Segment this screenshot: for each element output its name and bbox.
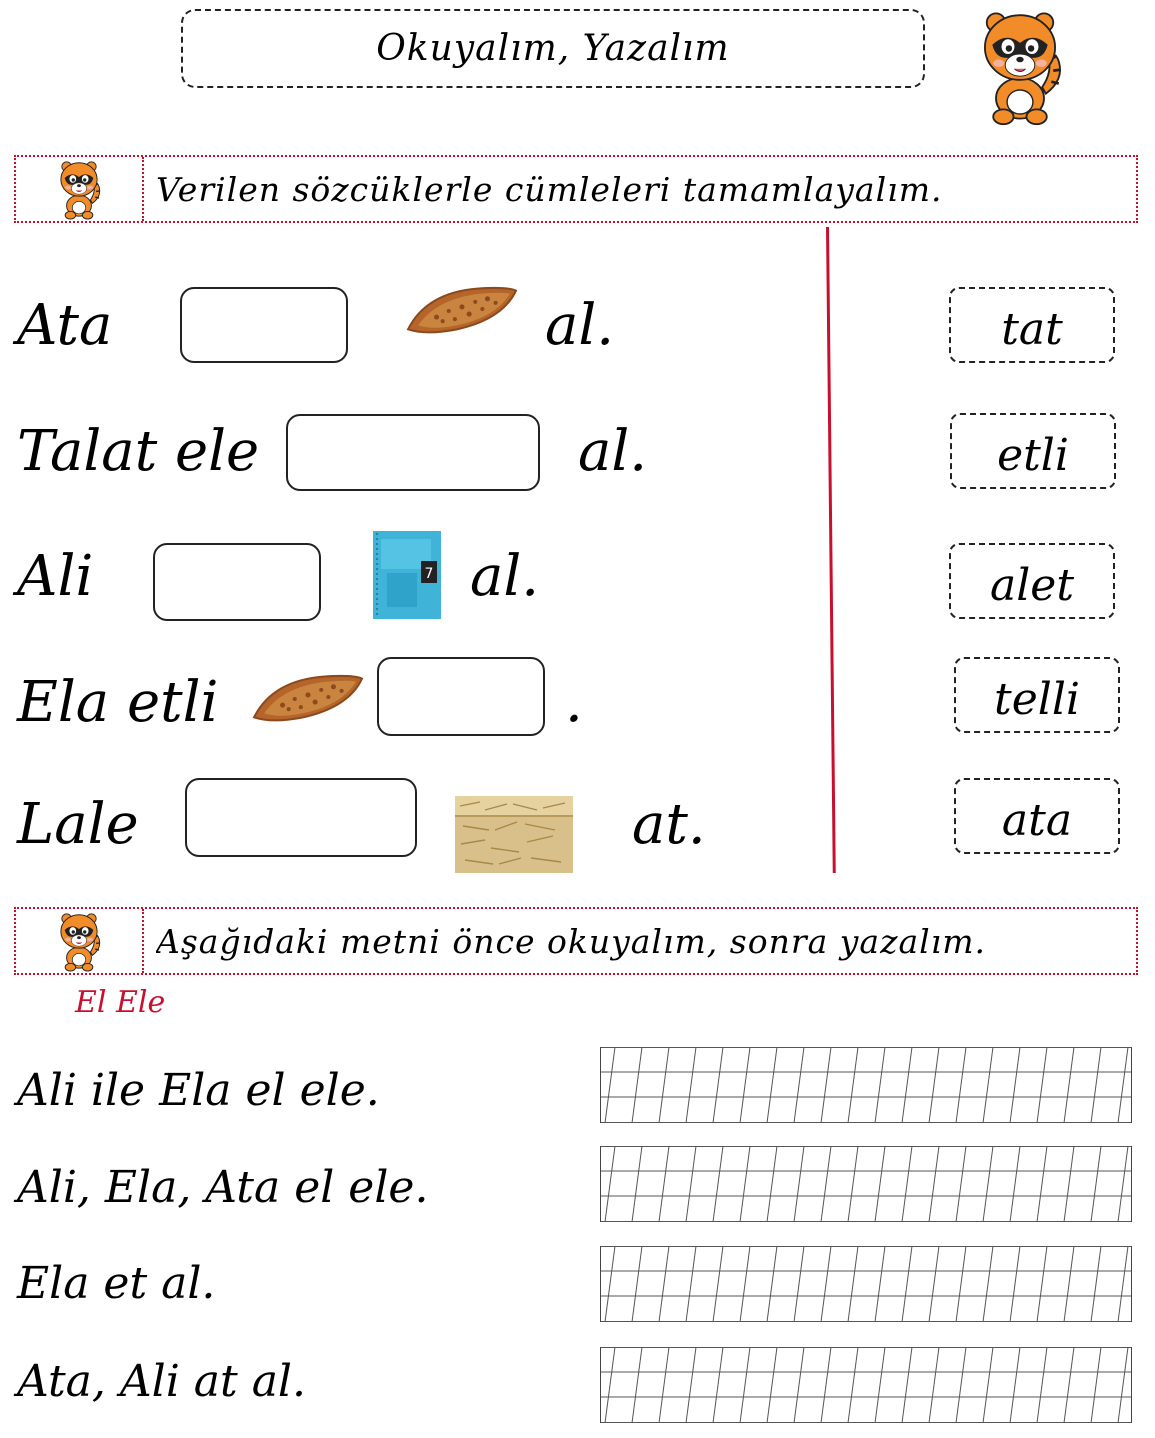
sentence-4-start: Ela etli	[17, 670, 219, 735]
writing-grid[interactable]	[600, 1246, 1132, 1322]
instruction-banner-2	[14, 907, 1138, 975]
raccoon-mascot-icon	[16, 157, 144, 221]
word-bank-item[interactable]: etli	[950, 413, 1116, 489]
sentence-3-end: al.	[470, 544, 540, 609]
sentence-5-start: Lale	[17, 792, 139, 857]
story-line: Ali, Ela, Ata el ele.	[17, 1162, 429, 1213]
word-bank-item[interactable]: telli	[954, 657, 1120, 733]
story-title: El Ele	[75, 985, 166, 1020]
pide-bread-icon	[252, 670, 364, 726]
sentence-3-start: Ali	[17, 544, 94, 609]
writing-grid[interactable]	[600, 1146, 1132, 1222]
instruction-text: Verilen sözcüklerle cümleleri tamamlayalım.	[156, 169, 943, 209]
answer-blank-5[interactable]	[185, 778, 417, 857]
sentence-4-end: .	[565, 670, 583, 735]
page-title: Okuyalım, Yazalım	[181, 9, 925, 88]
raccoon-mascot-icon	[966, 6, 1074, 126]
story-line: Ela et al.	[17, 1258, 216, 1309]
column-divider	[826, 227, 836, 873]
instruction-banner-1	[14, 155, 1138, 223]
word-bank-item[interactable]: ata	[954, 778, 1120, 854]
answer-blank-4[interactable]	[377, 657, 545, 736]
answer-blank-3[interactable]	[153, 543, 321, 621]
answer-blank-2[interactable]	[286, 414, 540, 491]
word-bank-item[interactable]: tat	[949, 287, 1115, 363]
writing-grid[interactable]	[600, 1047, 1132, 1123]
pide-bread-icon	[406, 283, 518, 337]
story-line: Ata, Ali at al.	[17, 1356, 306, 1407]
svg-text:7: 7	[424, 566, 434, 582]
notebook-icon	[371, 529, 443, 621]
answer-blank-1[interactable]	[180, 287, 348, 363]
raccoon-mascot-icon	[16, 909, 144, 973]
hay-bale-icon	[455, 796, 573, 873]
sentence-5-end: at.	[632, 792, 706, 857]
sentence-1-start: Ata	[17, 293, 113, 358]
instruction-text: Aşağıdaki metni önce okuyalım, sonra yazalım.	[156, 921, 987, 961]
sentence-2-end: al.	[578, 419, 648, 484]
writing-grid[interactable]	[600, 1347, 1132, 1423]
sentence-2-start: Talat ele	[17, 419, 260, 484]
word-bank-item[interactable]: alet	[949, 543, 1115, 619]
sentence-1-end: al.	[545, 293, 615, 358]
story-line: Ali ile Ela el ele.	[17, 1065, 380, 1116]
